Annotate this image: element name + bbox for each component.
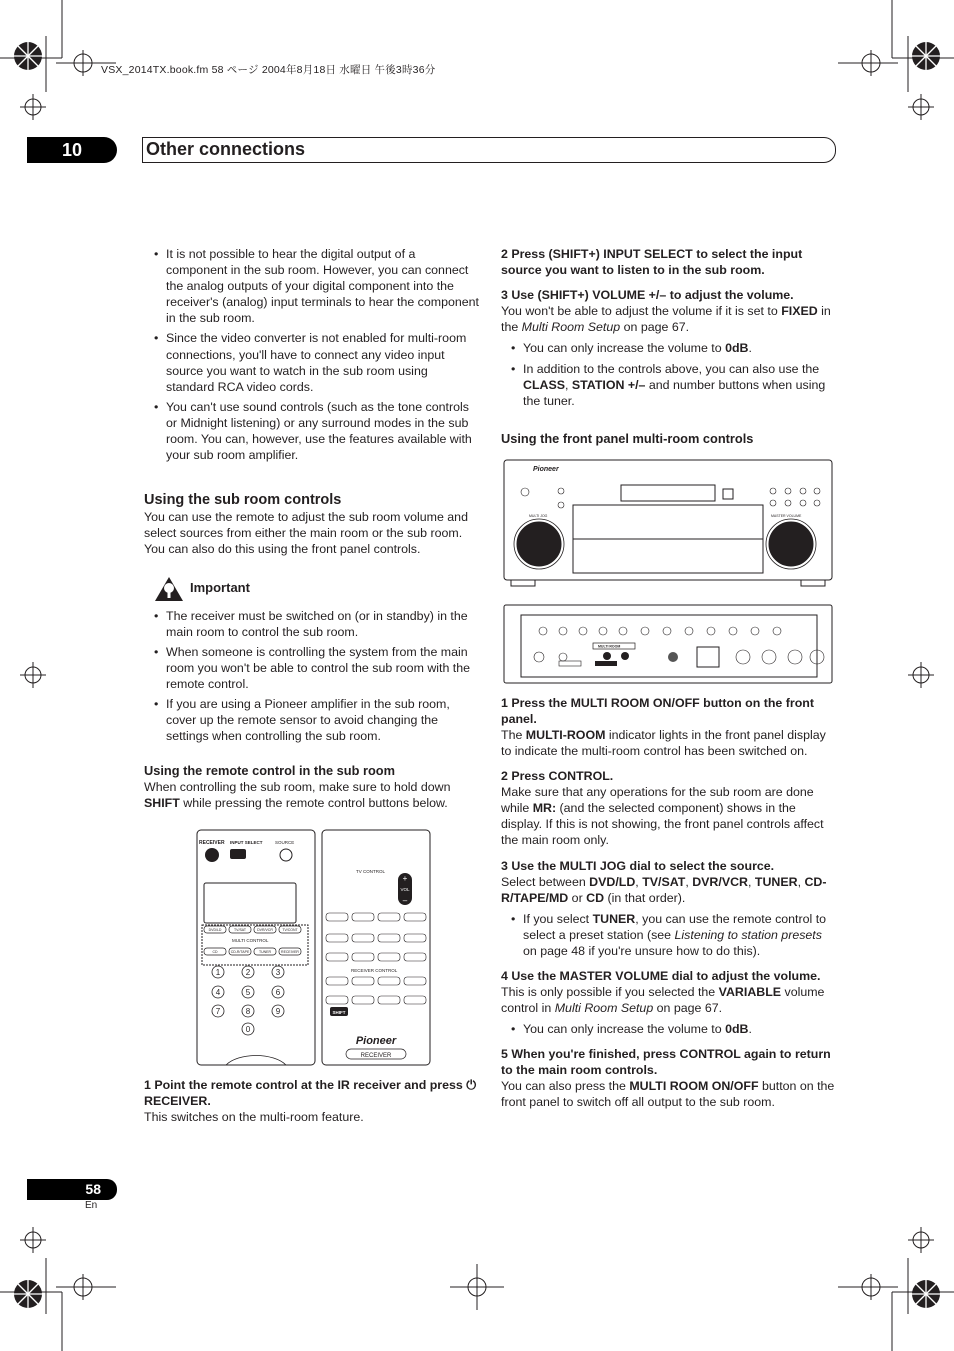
step1-body: This switches on the multi-room feature. [144,1110,364,1124]
fp-step3-title: 3 Use the MULTI JOG dial to select the source. [501,858,775,873]
text: . [748,1022,752,1037]
source-btn-label: TV/CONT [282,928,298,932]
number-key: 3 [275,968,281,977]
panel-detail-frame [504,605,832,683]
text: You won't be able to adjust the volume if it is set to [501,304,782,318]
chapter-title: Other connections [146,139,306,159]
intro-bullet: • Since the video converter is not enabled for multi-room connections, you'll have to connect any video input source you want to watch in the sub room using standard RCA video cords. [144,330,479,394]
text: volume control in [501,985,825,1016]
fp-step4-bullet [501,1021,837,1037]
number-key: 2 [245,968,251,977]
step1-block [144,1077,479,1125]
text: CLASS [523,378,565,393]
fp-step4-title: 4 Use the MASTER VOLUME dial to adjust the volume. [501,969,821,984]
source-btn-label: DVD/LD [208,928,222,932]
tv-control-label: TV CONTROL [356,869,386,874]
panel-detail-inner [521,615,817,677]
step3-title: 3 Use (SHIFT+) VOLUME +/– to adjust the volume. [501,288,794,302]
left-column [144,246,479,811]
input-select-label: INPUT SELECT [230,840,263,845]
text: 0dB [725,1022,749,1037]
intro-bullet: • It is not possible to hear the digital output of a component in the sub room. However, you can connect the analog outputs of your digital component into the receiver's (analog) input terminals to hear the component in the sub room. [144,246,479,326]
remote-body [144,779,479,811]
text: TUNER [592,911,636,926]
display-indicator [723,489,733,499]
source-btn-label: CD [212,950,218,954]
source-label: SOURCE [275,840,295,845]
important-label: Important [190,579,250,595]
text: Listening to station presets [674,927,822,942]
text: button on the front panel to switch off all output to the sub room. [501,1079,835,1110]
source-btn-label: DVR/VCR [257,928,273,932]
text: Make sure that any operations for the sub room are done while [501,785,814,816]
text: (in that order). [604,890,686,905]
multi-jog-dial [517,522,561,566]
text: and number buttons when using the tuner. [523,378,826,409]
number-key: 4 [215,988,221,997]
text: The [501,728,526,742]
receiver-control-label: RECEIVER CONTROL [351,968,398,973]
page-number: 58 [85,1181,101,1197]
number-key: 0 [245,1025,251,1034]
multi-jog-label: MULTI JOG [529,514,548,518]
source-name: CD-R/TAPE/MD [501,874,827,905]
text: STATION +/– [571,378,646,393]
source-name: TUNER [754,874,798,889]
source-name: TV/SAT [642,874,686,889]
important-bullet: • If you are using a Pioneer amplifier in the sub room, cover up the remote sensor to avoid changing the settings when controlling the sub room. [144,696,479,744]
fp-step4-body [501,984,837,1016]
source-btn-label: TUNER [258,950,272,954]
text: in the [501,304,831,335]
step3-bullet [501,340,837,356]
fp-step3-body [501,874,837,906]
step2-title: 2 Press (SHIFT+) INPUT SELECT to select the input source you want to listen to in the sub room. [501,247,803,277]
text: , [747,874,755,889]
text: indicator lights in the front panel display to indicate the multi-room control has been switched on. [501,728,826,759]
text: Multi Room Setup [521,320,621,335]
text: You can only increase the volume to [523,341,726,356]
section-heading: Using the sub room controls [144,492,342,509]
text: , [685,874,693,889]
important-bullet: • When someone is controlling the system from the main room you won't be able to control the sub room with the remote control. [144,644,479,692]
remote-body-text: while pressing the remote control buttons below. [179,796,448,811]
number-key: 8 [245,1007,251,1016]
remote-right-body [322,830,430,1065]
section-body: You can use the remote to adjust the sub room volume and select sources from either the main room or the sub room. You can also do this using the front panel controls. [144,510,468,557]
text: or [568,890,587,905]
receiver-power-button [205,848,219,862]
remote-heading: Using the remote control in the sub room [144,763,395,779]
input-select-button [230,849,246,859]
shift-key-name: SHIFT [144,796,180,811]
text: In addition to the controls above, you can also use the [523,362,820,377]
bottom-receiver-label: RECEIVER [360,1053,392,1059]
number-key: 5 [245,988,251,997]
receiver-label: RECEIVER [199,840,225,846]
pioneer-logo: Pioneer [355,1035,397,1047]
text: 0dB [725,341,749,356]
text: Multi Room Setup [554,1001,654,1016]
number-key: 1 [215,968,221,977]
fp-step2-body [501,784,837,848]
important-bullet: • The receiver must be switched on (or in standby) in the main room to control the sub room. [144,608,479,640]
text: , [797,874,805,889]
number-key: 7 [215,1007,221,1016]
number-key: 9 [275,1007,281,1016]
text: . [748,341,752,356]
svg-text:+: + [402,874,408,883]
vol-label: VOL [400,887,410,892]
right-column-bottom [501,695,837,1111]
master-volume-label: MASTER VOLUME [771,514,802,518]
intro-bullet: • You can't use sound controls (such as the tone controls or Midnight listening) or any surround modes in the sub room. You can, however, use the features available with your sub room amplifier. [144,399,479,463]
text: , [565,378,572,393]
shift-label: SHIFT [332,1010,346,1015]
source-btn-label: RECEIVER [281,950,299,954]
phones-jack [668,652,678,662]
warning-icon [154,576,184,602]
remote-body-text: When controlling the sub room, make sure to hold down [144,780,451,795]
text: MR: [532,801,557,816]
number-key: 6 [275,988,281,997]
text: FIXED [781,304,818,318]
text: If you select [523,911,593,926]
receiver-front-panel-illustration [503,459,837,685]
remote-left-body [197,830,315,1065]
source-name: DVD/LD [589,874,636,889]
source-power-button [280,849,292,861]
multi-room-label: MULTI ROOM [598,644,621,649]
right-column-top [501,246,837,447]
receiver-foot [801,580,825,586]
multi-room-on-off-button [603,652,611,660]
fp-step5-body [501,1078,837,1110]
text: , [635,874,643,889]
receiver-pioneer-logo: Pioneer [533,466,559,473]
step1-title-end: RECEIVER. [144,1094,211,1108]
text: MULTI ROOM ON/OFF [629,1079,759,1094]
digital-input-jack [697,647,719,667]
text: , you can use the remote control to select a preset station (see [523,911,827,942]
fp-step1-title: 1 Press the MULTI ROOM ON/OFF button on the front panel. [501,696,814,726]
text: on page 48 if you're unsure how to do this). [523,943,761,958]
text: on page 67. [620,320,690,335]
step1-title: 1 Point the remote control at the IR receiver and press [144,1078,467,1092]
text: on page 67. [653,1001,723,1016]
cursor-dial [226,1055,286,1065]
front-panel-heading: Using the front panel multi-room controls [501,430,754,446]
text: Select between [501,874,590,889]
fp-step3-bullet [501,911,837,959]
important-block [144,574,479,604]
source-btn-label: TV/SAT [234,928,246,932]
text: VARIABLE [718,985,782,1000]
text: MULTI-ROOM [525,728,606,742]
remote-lcd-display [204,883,296,923]
source-btn-label: CD-R/TAPE [230,950,250,954]
control-button [621,652,629,660]
remote-control-illustration [196,829,432,1069]
multi-control-label: MULTI CONTROL [232,938,269,943]
svg-text:–: – [402,896,408,905]
master-volume-dial [769,522,813,566]
file-info-line: VSX_2014TX.book.fm 58 ページ 2004年8月18日 水曜日 午後3時36分 [101,64,436,76]
front-display [621,485,715,501]
source-name: CD [586,890,605,905]
step3-bullet [501,361,837,409]
chapter-number: 10 [61,140,83,160]
fp-step5-title: 5 When you're finished, press CONTROL again to return to the main room controls. [501,1047,831,1078]
power-icon: ⏻ [466,1078,477,1092]
receiver-foot [511,580,535,586]
source-name: DVR/VCR [692,874,748,889]
step3-body [501,303,837,335]
fp-step2-title: 2 Press CONTROL. [501,769,614,784]
page-language: En [85,1200,98,1211]
text: This is only possible if you selected the [501,985,719,1000]
text: (and the selected component) shows in the display. If this is not showing, the front panel controls affect the main room only. [501,801,824,848]
text: You can only increase the volume to [523,1022,726,1037]
text: You can also press the [501,1079,630,1094]
fp-step1-body [501,727,837,759]
